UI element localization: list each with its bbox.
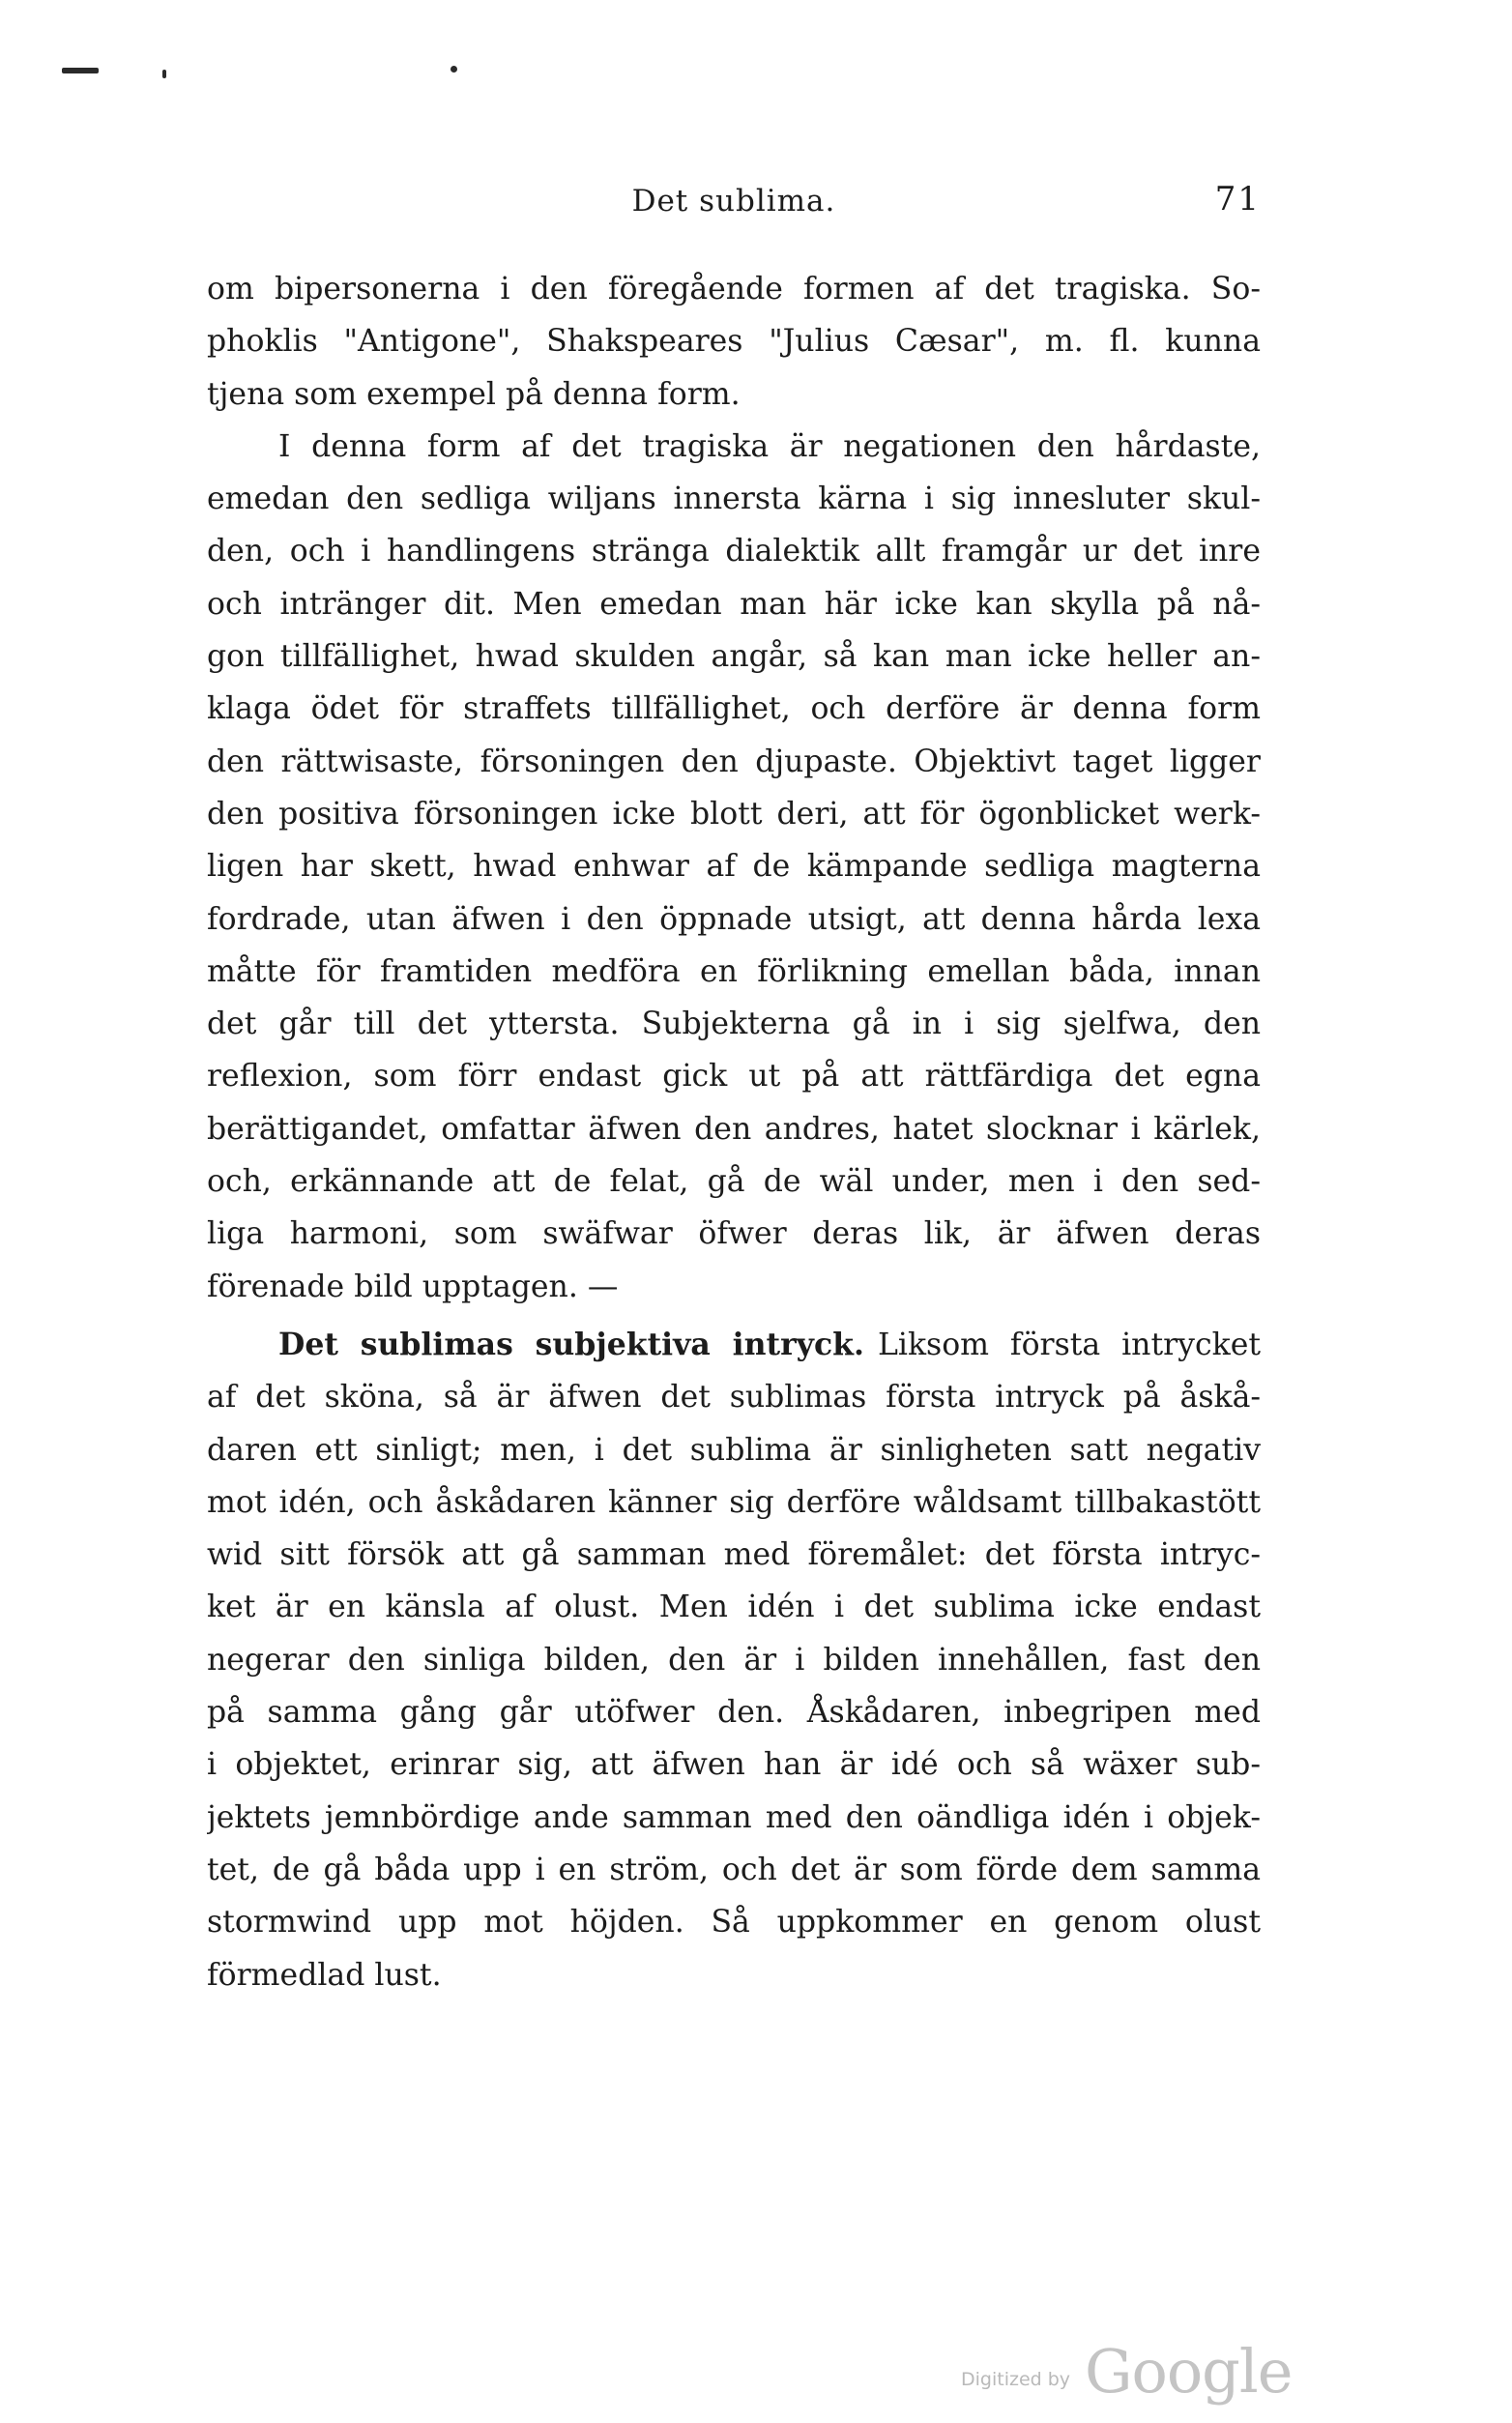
text-line: emedan den sedliga wiljans innersta kärna i sig innesluter skul- [207,482,1261,517]
text-line: klaga ödet för straffets tillfällighet, och derföre är denna form [207,691,1261,727]
text-line: fordrade, utan äfwen i den öppnade utsigt, att denna hårda lexa [207,901,1261,937]
text-line: daren ett sinligt; men, i det sublima är sinligheten satt negativ [207,1432,1261,1468]
scan-speck [62,68,99,73]
text-line: tjena som exempel på denna form. [207,376,741,412]
page-number: 71 [1214,180,1261,219]
text-line: berättigandet, omfattar äfwen den andres, hatet slocknar i kärlek, [207,1111,1261,1147]
text-line: den positiva försoningen icke blott deri, att för ögonblicket werk- [207,796,1261,832]
text-line: mot idén, och åskådaren känner sig derföre wåldsamt tillbakastött [207,1484,1261,1520]
google-logo: Google [1085,2336,1293,2407]
text-line: reflexion, som förr endast gick ut på att rättfärdiga det egna [207,1059,1261,1095]
text-line: och, erkännande att de felat, gå de wäl under, men i den sed- [207,1164,1261,1200]
watermark-caption: Digitized by [961,2369,1071,2390]
text-line: om bipersonerna i den föregående formen af det tragiska. So- [207,272,1261,307]
body-text [207,263,1261,2001]
text-run: Liksom första intrycket [877,1327,1261,1362]
section-heading: Det sublimas subjektiva intryck. [278,1326,864,1362]
text-line: negerar den sinliga bilden, den är i bilden innehållen, fast den [207,1642,1261,1678]
text-line: i objektet, erinrar sig, att äfwen han är idé och så wäxer sub- [207,1747,1261,1783]
running-header [207,180,1261,232]
text-line: ligen har skett, hwad enhwar af de kämpande sedliga magterna [207,849,1261,885]
text-line: tet, de gå båda upp i en ström, och det är som förde dem samma [207,1852,1261,1887]
text-line: måtte för framtiden medföra en förlikning emellan båda, innan [207,953,1261,989]
digitized-watermark [961,2336,1293,2411]
text-line: det går till det yttersta. Subjekterna gå in i sig sjelfwa, den [207,1007,1261,1042]
text-line: ket är en känsla af olust. Men idén i det sublima icke endast [207,1590,1261,1625]
running-title: Det sublima. [631,184,836,219]
text-line: förmedlad lust. [207,1957,442,1993]
text-line: förenade bild upptagen. — [207,1269,619,1304]
text-line: och intränger dit. Men emedan man här icke kan skylla på nå- [207,586,1261,622]
text-line: I denna form af det tragiska är negationen den hårdaste, [278,428,1261,464]
text-line: phoklis "Antigone", Shakspeares "Julius Cæsar", m. fl. kunna [207,324,1261,360]
text-line: stormwind upp mot höjden. Så uppkommer en genom olust [207,1905,1261,1941]
scan-speck [451,66,457,73]
text-line: den, och i handlingens stränga dialektik allt framgår ur det inre [207,534,1261,569]
text-line: jektets jemnbördige ande samman med den oändliga idén i objek- [207,1799,1261,1835]
text-line: den rättwisaste, försoningen den djupaste. Objektivt taget ligger [207,744,1261,779]
text-line: af det sköna, så är äfwen det sublimas första intryck på åskå- [207,1380,1261,1416]
scan-speck [162,70,166,78]
section-first-line [207,1319,1261,1371]
text-line: wid sitt försök att gå samman med föremålet: det första intryc- [207,1537,1261,1573]
text-line: liga harmoni, som swäfwar öfwer deras lik, är äfwen deras [207,1216,1261,1252]
text-line: gon tillfällighet, hwad skulden angår, så kan man icke heller an- [207,639,1261,675]
text-line: på samma gång går utöfwer den. Åskådaren, inbegripen med [207,1695,1261,1731]
